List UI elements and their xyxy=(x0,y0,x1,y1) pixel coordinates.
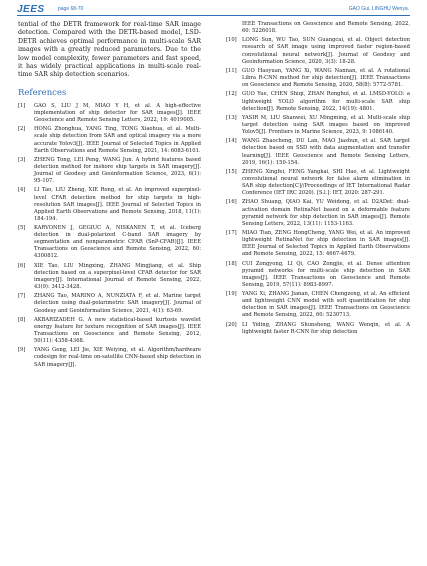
reference-number: [20] xyxy=(226,321,237,328)
reference-number: [15] xyxy=(226,168,237,175)
reference-text: CUI Zongyong, LI Qi, CAO Zongjie, et al. Dense attention pyramid networks for multi-scale ship detection in SAR images[J]. IEEE Transactions on Geoscience and Remote Sensing, 2019, 57(11): 8983-8997. xyxy=(242,260,410,288)
reference-number: [14] xyxy=(226,138,237,145)
reference-text: XIE Tao, LIU Mingxing, ZHANG Mingjiang, et al. Ship detection based on a superpixel-level CFAR detector for SAR imagery[J]. International Journal of Remote Sensing, 2022, 43(9): 3412-3428. xyxy=(34,262,201,291)
reference-number: [13] xyxy=(226,114,237,121)
reference-item xyxy=(18,293,201,314)
reference-item xyxy=(18,157,201,185)
references-heading: References xyxy=(18,87,67,98)
reference-item xyxy=(226,199,410,227)
reference-text: YANG Xi, ZHANG Jianan, CHEN Chengzeng, et al. An efficient and lightweight CNN model with soft quantification for ship detection in SAR images[J]. IEEE Transactions on Geoscience and Remote Sensing, 2022, 60: 5230713. xyxy=(242,291,410,319)
reference-text: GAO S, LIU J M, MIAO Y H, et al. A high-effective implementation of ship detector for SAR images[J]. IEEE Geoscience and Remote Sensing Letters, 2022, 19: 4019005. xyxy=(34,102,201,124)
reference-text: ZHENG Xingfei, FENG Yangkai, SHI Hao, et al. Lightweight convolutional neural network for false alarm elimination in SAR ship detection[C]//Proceedings of IET International Radar Conference (IET IRC 2020). [S.l.]: IET, 2020: 287-291. xyxy=(242,168,410,197)
reference-text: GUO Haoyuan, YANG Xi, WANG Nannan, et al. A rotational Libra R-CNN method for ship detection[J]. IEEE Transactions on Geoscience and Remote Sensing, 2020, 58(8): 5772-5781. xyxy=(242,67,410,89)
reference-text: LONG Sun, WU Tao, SUN Guangcai, et al. Object detection research of SAR image using improved faster region-based convolutional neural network[J]. Journal of Geodesy and Geoinformation Science, 2020, 3(3): 18-28. xyxy=(242,37,410,65)
reference-text: HONG Zhonghua, YANG Ting, TONG Xiaohua, et al. Multi-scale ship detection from SAR and optical imagery via a more accurate Yolov3[J]. IEEE Journal of Selected Topics in Applied Earth Observations and Remote Sensing, 2021, 14: 6083-6101. xyxy=(34,126,201,154)
reference-item xyxy=(226,115,410,136)
conclusion-paragraph: tential of the DETR framework for real-time SAR image detection. Compared with the DETR-based model, LSD-DETR achieves optimal performance in multi-scale SAR images with a greatly reduced parameters. Due to the low model complexity, fewer parameters and fast speed, it has widely practical applications in multi-scale real-time SAR ship detection scenarios. xyxy=(18,21,201,79)
reference-item xyxy=(226,230,410,258)
reference-text: LI Yiding, ZHANG Shunsheng, WANG Wenqin, et al. A lightweight faster R-CNN for ship detection xyxy=(242,321,410,335)
reference-number: [7] xyxy=(18,293,26,300)
reference-text: ZHAO Shuang, QIAO Kai, YU Weidong, et al. D2ADet: dual-activation domain RetinaNet based on a deformable feature pyramid network for ship detection in SAR images[J]. Remote Sensing Letters, 2022, 13(11): 1153-1163. xyxy=(242,199,410,227)
reference-continuation: IEEE Transactions on Geoscience and Remote Sensing, 2022, 60: 5226018. xyxy=(242,21,410,35)
reference-text: YASIR M, LIU Shanwei, XU Mingming, et al. Multi-scale ship target detection using SAR images based on improved Yolov5[J]. Frontiers in Marine Science, 2023, 9: 1086140. xyxy=(242,114,410,136)
reference-number: [9] xyxy=(18,347,26,354)
reference-item xyxy=(226,322,410,336)
reference-item xyxy=(226,291,410,319)
reference-item xyxy=(18,347,201,368)
reference-item xyxy=(18,263,201,291)
reference-item xyxy=(226,138,410,166)
reference-item xyxy=(18,126,201,154)
reference-number: [12] xyxy=(226,91,237,98)
reference-item xyxy=(226,68,410,89)
reference-number: [10] xyxy=(226,37,237,44)
reference-item xyxy=(226,169,410,197)
reference-number: [17] xyxy=(226,230,237,237)
reference-number: [18] xyxy=(226,260,237,267)
reference-number: [19] xyxy=(226,291,237,298)
page-range: page 68-70 xyxy=(58,6,84,12)
running-authors: GAO Gui, LINGHU Wenya. xyxy=(348,6,409,12)
reference-text: ZHENG Tong, LEI Peng, WANG Jun. A hybrid features based detection method for inshore ship targets in SAR imagery[J]. Journal of Geodesy and Geoinformation Science, 2023, 6(1): 95-107. xyxy=(34,156,201,185)
page-header xyxy=(0,0,427,18)
reference-item xyxy=(18,317,201,345)
reference-item xyxy=(226,37,410,65)
reference-item xyxy=(226,91,410,112)
reference-item xyxy=(18,225,201,260)
journal-logo: JEES xyxy=(17,4,45,15)
reference-text: GUO Yue, CHEN Shiqi, ZHAN Ronghui, et al. LMSD-YOLO: a lightweight YOLO algorithm for multi-scale SAR ship detection[J]. Remote Sensing, 2022, 14(19): 4801. xyxy=(242,91,410,112)
reference-number: [16] xyxy=(226,199,237,206)
reference-text: LI Tao, LIU Zheng, XIE Rong, et al. An improved superpixel-level CFAR detection method for ship targets in high-resolution SAR images[J]. IEEE Journal of Selected Topics in Applied Earth Observations and Remote Sensing, 2018, 11(1): 184-194. xyxy=(34,187,201,222)
reference-number: [3] xyxy=(18,156,26,163)
reference-number: [8] xyxy=(18,316,26,323)
right-column xyxy=(226,21,410,338)
reference-number: [4] xyxy=(18,187,26,194)
reference-number: [11] xyxy=(226,67,237,74)
reference-number: [2] xyxy=(18,126,26,133)
header-divider xyxy=(17,15,410,16)
reference-item xyxy=(226,261,410,289)
reference-text: AKBARIZADEH G. A new statistical-based kurtosis wavelet energy feature for texture recognition of SAR images[J]. IEEE Transactions on Geoscience and Remote Sensing, 2012, 50(11): 4358-4368. xyxy=(34,316,201,345)
reference-text: WANG Zhaocheng, DU Lan, MAO Jiashun, et al. SAR target detection based on SSD with data augmentation and transfer learning[J]. IEEE Geoscience and Remote Sensing Letters, 2019, 16(1): 150-154. xyxy=(242,138,410,166)
reference-item xyxy=(18,187,201,222)
reference-text: YANG Geng, LEI Jie, XIE Weiying, et al. Algorithm/hardware codesign for real-time on-satellite CNN-based ship detection in SAR imagery[J]. xyxy=(34,347,201,368)
reference-list-right xyxy=(226,37,410,336)
reference-text: MIAO Tian, ZENG HongCheng, YANG Wei, et al. An improved lightweight RetinaNet for ship detection in SAR images[J]. IEEE Journal of Selected Topics in Applied Earth Observations and Remote Sensing, 2022, 15: 4667-4679. xyxy=(242,230,410,258)
reference-item xyxy=(18,103,201,124)
reference-number: [1] xyxy=(18,102,26,109)
reference-text: ZHANG Tao, MARINO A, NUNZIATA F, et al. Marine target detection using dual-polarimetric SAR imagery[J]. Journal of Geodesy and Geoinformation Science, 2021, 4(1): 63-69. xyxy=(34,293,201,314)
left-column xyxy=(18,21,201,371)
reference-number: [6] xyxy=(18,262,26,269)
reference-number: [5] xyxy=(18,225,26,232)
reference-list-left xyxy=(18,103,201,369)
reference-text: KARVONEN J, GEGIUC A, NISKANEN T, et al. Iceberg detection in dual-polarized C-band SAR imagery by segmentation and nonparametric CFAR (SnP-CFAR)[J]. IEEE Transactions on Geoscience and Remote Sensing, 2022, 60: 4300812. xyxy=(34,225,201,260)
